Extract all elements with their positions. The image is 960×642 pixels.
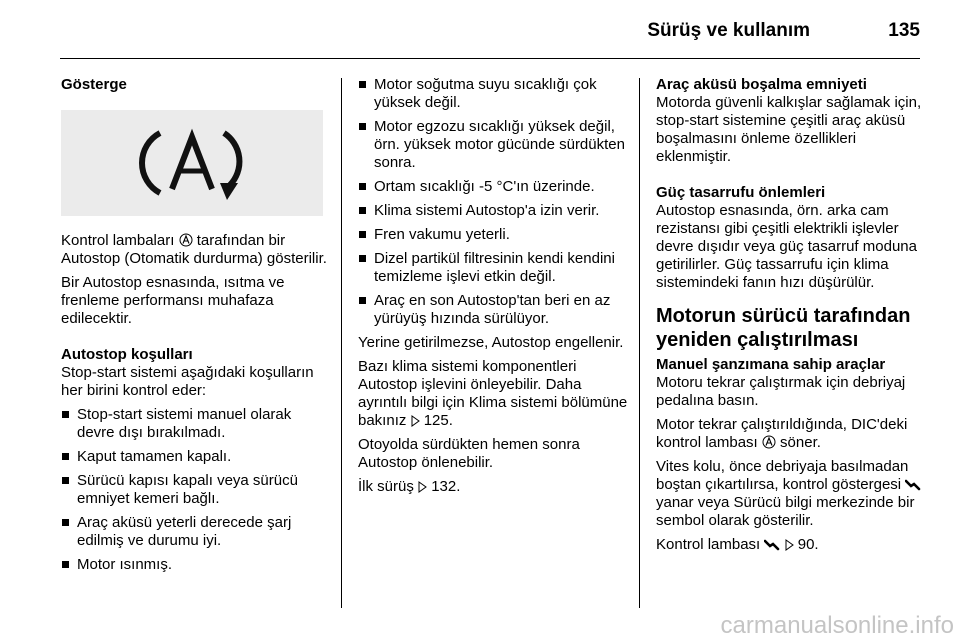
page-ref[interactable]: 90 — [797, 536, 815, 553]
column-1 — [61, 76, 331, 580]
paragraph: Stop-start sistemi aşağıdaki koşulların her birini kontrol eder: — [61, 364, 314, 399]
list-item: Araç aküsü yeterli derecede şarj edilmiş ve durumu iyi. — [61, 514, 331, 550]
list-item: Fren vakumu yeterli. — [358, 226, 628, 244]
column-3 — [656, 76, 926, 560]
page-number: 135 — [888, 20, 920, 41]
paragraph: Vites kolu, önce debriyaja basılmadan boştan çıkartılırsa, kontrol göstergesi yanar veya Sürücü bilgi merkezinde bir sembol olarak gösterilir. — [656, 458, 926, 530]
conditions-list-continued — [358, 76, 628, 328]
paragraph: Motoru tekrar çalıştırmak için debriyaj pedalına basın. — [656, 374, 906, 409]
list-item: Ortam sıcaklığı -5 °C'ın üzerinde. — [358, 178, 628, 196]
list-item: Motor ısınmış. — [61, 556, 331, 574]
clutch-indicator-icon — [905, 479, 921, 491]
page-ref[interactable]: 132 — [431, 478, 457, 495]
list-item: Sürücü kapısı kapalı veya sürücü emniyet kemeri bağlı. — [61, 472, 331, 508]
conditions-list — [61, 406, 331, 574]
page-ref-arrow-icon — [785, 539, 794, 551]
paragraph: Kontrol lambaları tarafından bir Autostop (Otomatik durdurma) gösterilir. — [61, 232, 327, 267]
paragraph: Motorda güvenli kalkışlar sağlamak için, stop-start sistemine çeşitli araç aküsü boşalmasını önleme özellikleri eklenmiştir. — [656, 94, 922, 165]
watermark: carmanualsonline.info — [720, 612, 954, 639]
list-item: Stop-start sistemi manuel olarak devre dışı bırakılmadı. — [61, 406, 331, 442]
paragraph: Bazı klima sistemi komponentleri Autostop işlevini önleyebilir. Daha ayrıntılı bilgi için Klima sistemi bölümüne bakınız 125. — [358, 358, 628, 429]
clutch-indicator-icon — [764, 539, 780, 551]
column-divider — [639, 78, 640, 608]
section-title: Gösterge — [61, 76, 127, 93]
autostop-small-icon — [762, 435, 776, 449]
paragraph: Yerine getirilmezse, Autostop engellenir. — [358, 334, 624, 351]
paragraph: İlk sürüş 132. — [358, 478, 461, 495]
page-ref-arrow-icon — [418, 481, 427, 493]
page-title: Sürüş ve kullanım — [647, 20, 810, 41]
autostop-small-icon — [179, 233, 193, 247]
list-item: Motor egzozu sıcaklığı yüksek değil, örn. yüksek motor gücünde sürdükten sonra. — [358, 118, 628, 172]
paragraph: Autostop esnasında, örn. arka cam rezistansı gibi çeşitli elektrikli işlevler devre dışıdır veya güç tasarruf moduna getirilirler. Güç tassarrufu için klima sistemindeki fanın hızı düşürülür. — [656, 202, 917, 291]
autostop-a-icon — [134, 125, 250, 201]
paragraph: Kontrol lambası 90. — [656, 536, 819, 553]
column-2 — [358, 76, 628, 502]
paragraph: Motor tekrar çalıştırıldığında, DIC'deki kontrol lambası söner. — [656, 416, 908, 451]
page-ref[interactable]: 125 — [423, 412, 449, 429]
list-item: Dizel partikül filtresinin kendi kendini temizleme işlevi etkin değil. — [358, 250, 628, 286]
subheading: Autostop koşulları — [61, 346, 193, 363]
paragraph: Bir Autostop esnasında, ısıtma ve frenleme performansı muhafaza edilecektir. — [61, 274, 285, 327]
header-rule — [60, 58, 920, 59]
subheading: Araç aküsü boşalma emniyeti — [656, 76, 867, 93]
page-ref-arrow-icon — [411, 415, 420, 427]
list-item: Klima sistemi Autostop'a izin verir. — [358, 202, 628, 220]
subheading: Manuel şanzımana sahip araçlar — [656, 356, 886, 373]
paragraph: Otoyolda sürdükten hemen sonra Autostop önlenebilir. — [358, 436, 580, 471]
subheading: Güç tasarrufu önlemleri — [656, 184, 826, 201]
section-heading: Motorun sürücü tarafından yeniden çalıştırılması — [656, 305, 911, 351]
list-item: Motor soğutma suyu sıcaklığı çok yüksek değil. — [358, 76, 628, 112]
page-header — [0, 0, 960, 60]
list-item: Araç en son Autostop'tan beri en az yürüyüş hızında sürülüyor. — [358, 292, 628, 328]
column-divider — [341, 78, 342, 608]
list-item: Kaput tamamen kapalı. — [61, 448, 331, 466]
autostop-indicator-figure — [61, 110, 323, 216]
